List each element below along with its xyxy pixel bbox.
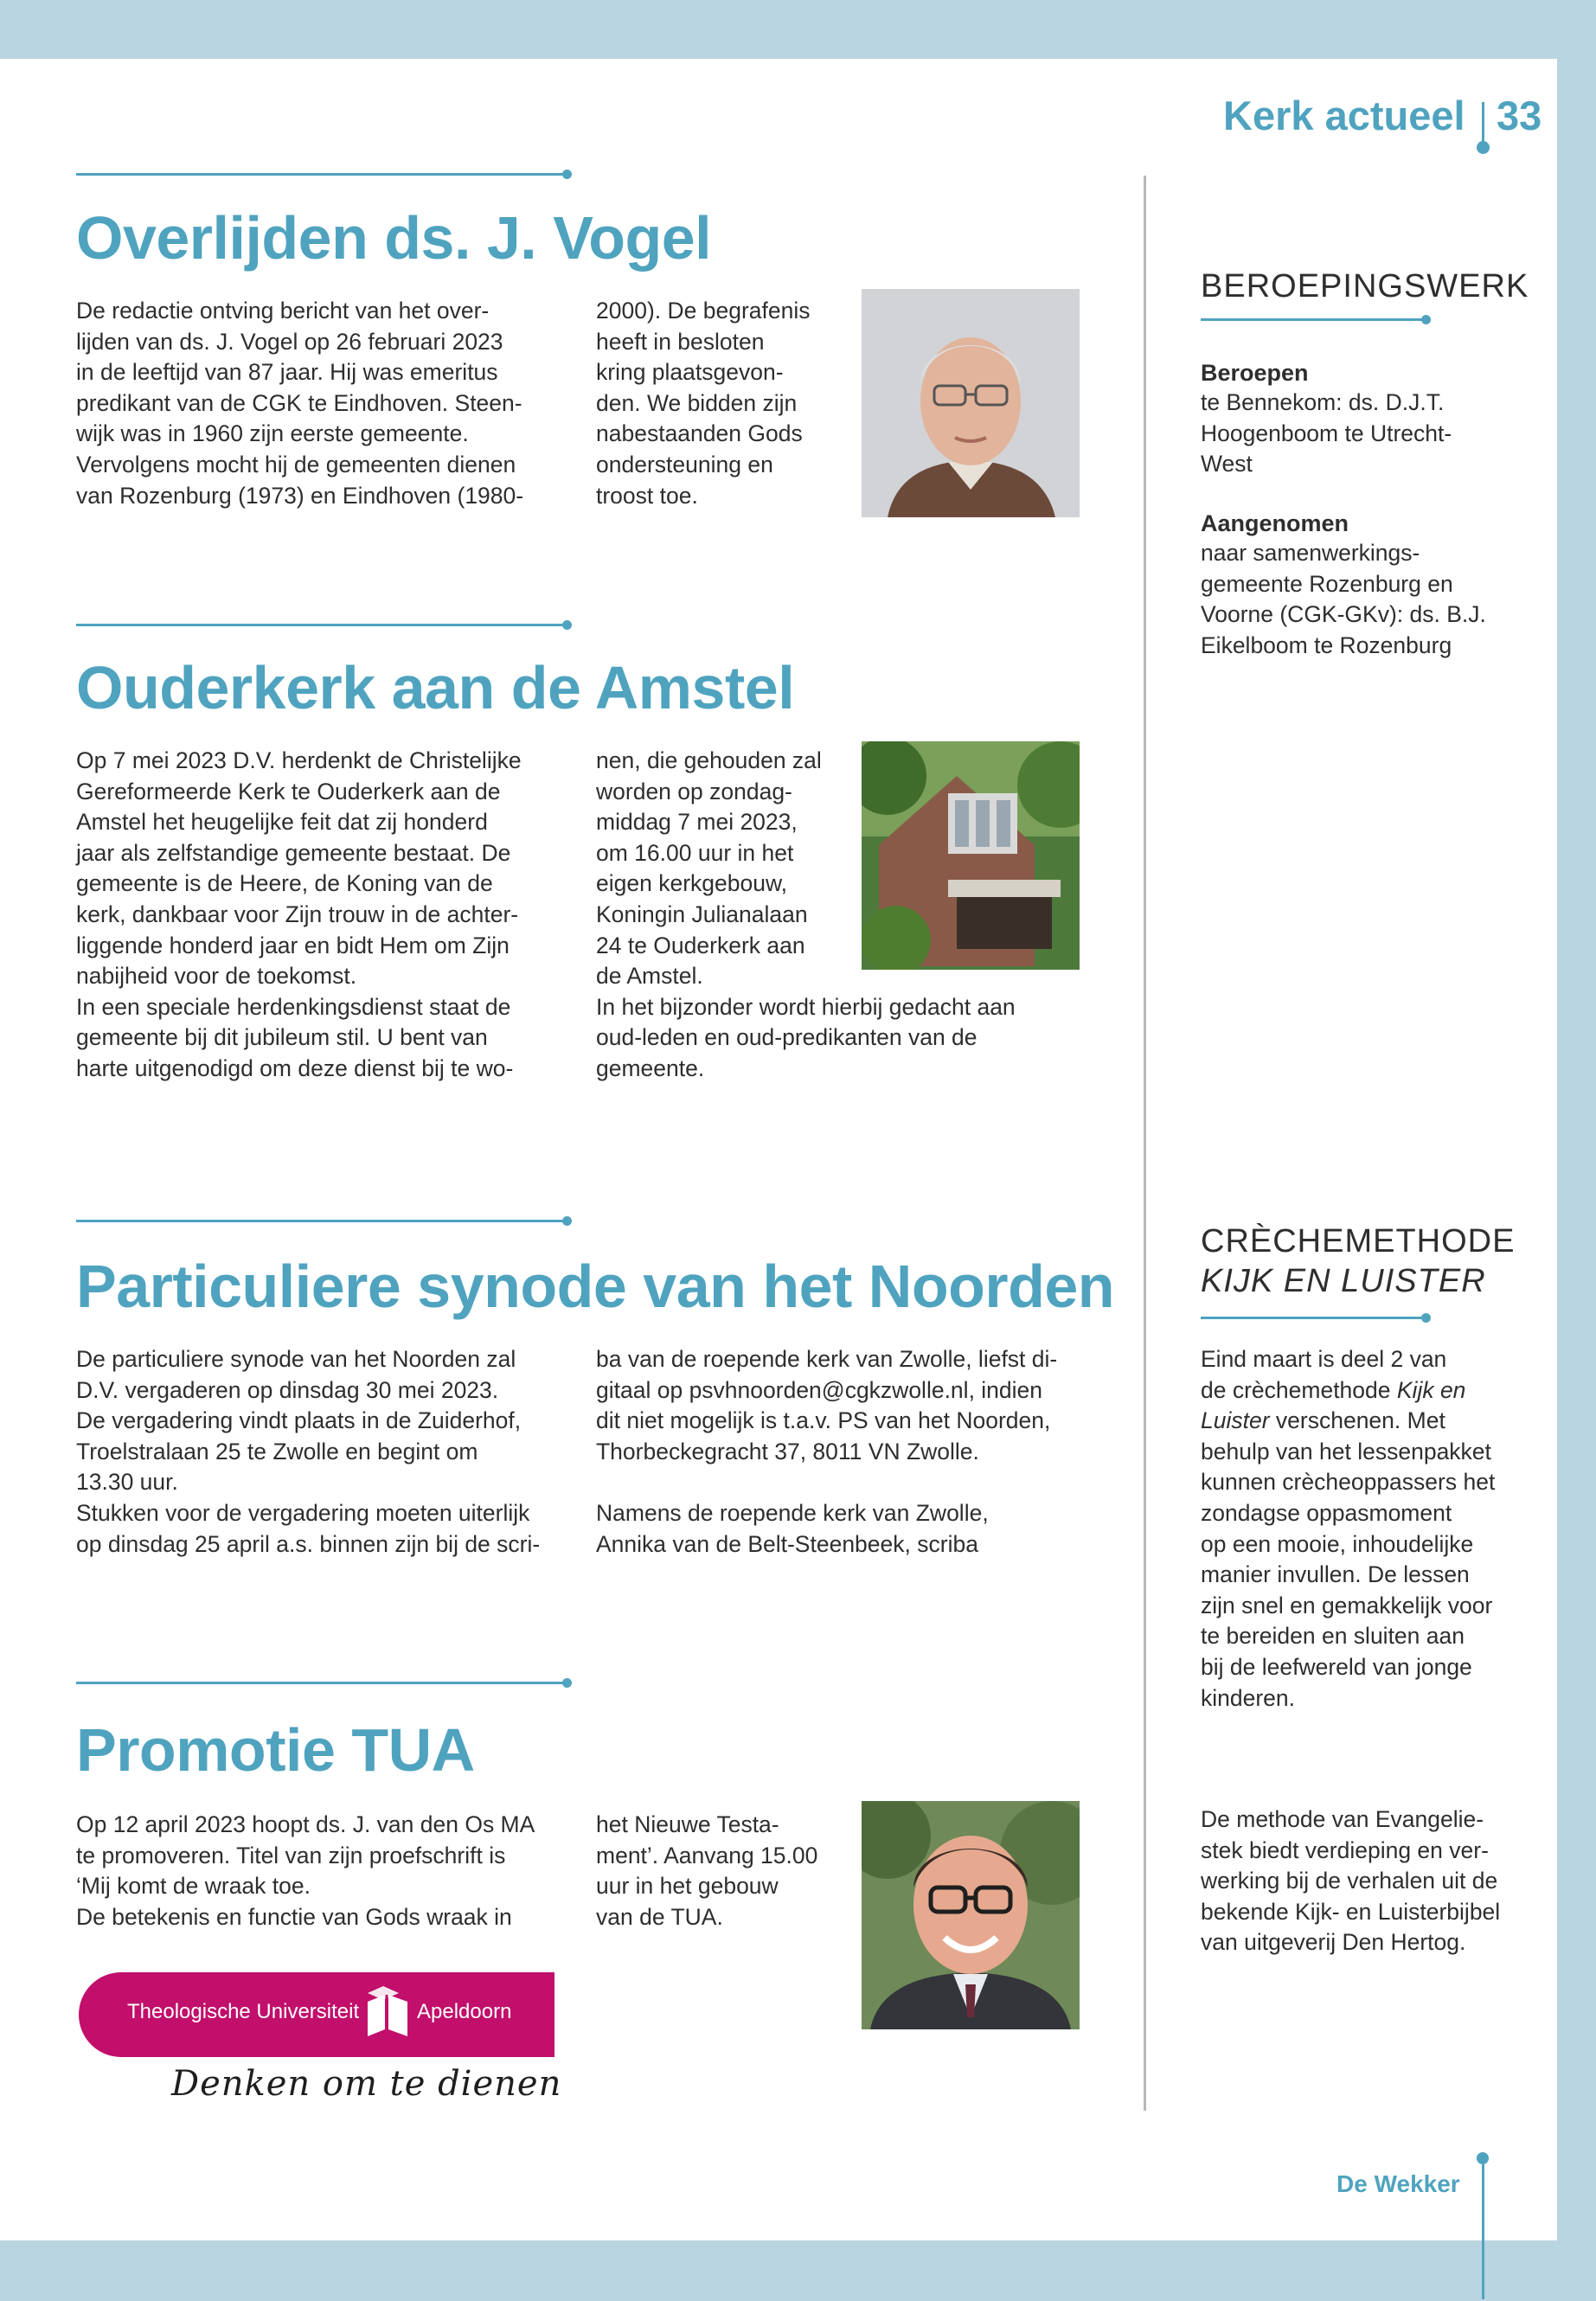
article-title-vogel: Overlijden ds. J. Vogel — [76, 204, 712, 272]
logo-text-left: Theologische Universiteit — [127, 2000, 360, 2023]
article-title-tua: Promotie TUA — [76, 1716, 475, 1784]
logo-slogan: Denken om te dienen — [171, 2064, 562, 2104]
sidebar-text-creche-p1 — [1201, 1344, 1547, 1714]
sidebar-rule-dot — [1421, 1313, 1431, 1323]
creche-p1-a: Eind maart is deel 2 van de crèchemethode — [1201, 1346, 1447, 1403]
email-link[interactable]: psvhnoorden@cgkzwolle.nl — [689, 1376, 969, 1403]
article-body-vogel-col1: De redactie ontving bericht van het over- lijden van ds. J. Vogel op 26 februari 2023 in de leeftijd van 87 jaar. Hij was emeritus predikant van de CGK te Eindhoven. Steen- wijk was in 1960 zijn eerste gemeente. Vervolgens mocht hij de gemeenten dienen van Rozenburg (1973) en Eindhoven (1980- — [76, 298, 524, 509]
article-body-vogel-col2: 2000). De begrafenis heeft in besloten kring plaatsgevon- den. We bidden zijn nabestaanden Gods ondersteuning en troost toe. — [596, 298, 811, 509]
sidebar-rule — [1201, 318, 1424, 321]
article-rule — [76, 173, 565, 176]
page — [0, 59, 1557, 2240]
sidebar-rule-dot — [1421, 315, 1431, 324]
article-body-ouderkerk-col2: nen, die gehouden zal worden op zondag- middag 7 mei 2023, om 16.00 uur in het eigen kerkgebouw, Koningin Julianalaan 24 te Ouderkerk aan de Amstel. In het bijzonder wordt hierbij gedacht aan oud-leden en oud-predikanten van de gemeente. — [596, 747, 1016, 1081]
article-rule — [76, 1220, 565, 1222]
article-rule — [76, 1682, 565, 1684]
article-body-synode-col1: De particuliere synode van het Noorden zal D.V. vergaderen op dinsdag 30 mei 2023. De vergadering vindt plaats in de Zuiderhof, Troelstralaan 25 te Zwolle en begint om 13.30 uur. Stukken voor de vergadering moeten uiterlijk op dinsdag 25 april a.s. binnen zijn bij de scri- — [76, 1346, 541, 1557]
tua-emblem-icon — [361, 1984, 414, 2051]
church-photo-ouderkerk — [862, 741, 1080, 970]
article-rule-dot — [562, 170, 572, 179]
synode-text-line1: ba van de roepende kerk van Zwolle, liefst di- — [596, 1346, 1058, 1372]
portrait-photo-vandenos — [862, 1801, 1080, 2029]
sidebar-label-aangenomen: Aangenomen — [1201, 510, 1349, 536]
logo-text-right: Apeldoorn — [417, 2000, 512, 2023]
creche-p1-italic: Kijk en Luister — [1201, 1376, 1466, 1434]
sidebar-text-aangenomen: naar samenwerkings- gemeente Rozenburg en Voorne (CGK-GKv): ds. B.J. Eikelboom te Rozenburg — [1201, 540, 1486, 658]
article-rule-dot — [562, 1678, 572, 1688]
creche-p1-b: verschenen. Met behulp van het lessenpakket kunnen crècheoppassers het zondagse oppasmoment op een mooie, inhoudelijke manier invullen. De lessen zijn snel en gemakkelijk voor te bereiden en sluiten aan bij de leefwereld van jonge kinderen. — [1201, 1407, 1496, 1711]
tua-logo — [79, 1972, 554, 2057]
header-divider-dot — [1477, 141, 1490, 154]
article-title-synode: Particuliere synode van het Noorden — [76, 1253, 1115, 1320]
page-number: 33 — [1497, 93, 1542, 138]
sidebar-title-creche: CRÈCHEMETHODE — [1201, 1223, 1516, 1259]
footer-brand: De Wekker — [1336, 2170, 1460, 2197]
article-rule-dot — [562, 620, 572, 630]
sidebar-text-creche-p2: De methode van Evangelie- stek biedt verdieping en ver- werking bij de verhalen uit de bekende Kijk- en Luisterbijbel van uitgeverij Den Hertog. — [1201, 1806, 1501, 1956]
sidebar-subtitle-creche: KIJK EN LUISTER — [1201, 1263, 1486, 1299]
synode-text-line2-post: , indien — [968, 1376, 1043, 1403]
footer-divider — [1482, 2157, 1484, 2299]
section-title: Kerk actueel — [1223, 93, 1465, 138]
article-body-tua-col1: Op 12 april 2023 hoopt ds. J. van den Os MA te promoveren. Titel van zijn proefschrift is ‘Mij komt de wraak toe. De betekenis en functie van Gods wraak in — [76, 1811, 535, 1930]
article-body-ouderkerk-col1: Op 7 mei 2023 D.V. herdenkt de Christelijke Gereformeerde Kerk te Ouderkerk aan de Amstel het heugelijke feit dat zij honderd jaar als zelfstandige gemeente bestaat. De gemeente is de Heere, de Koning van de kerk, dankbaar voor Zijn trouw in de achter- liggende honderd jaar en bidt Hem om Zijn nabijheid voor de toekomst. In een speciale herdenkingsdienst staat de gemeente bij dit jubileum stil. U bent van harte uitgenodigd om deze dienst bij te wo- — [76, 747, 522, 1081]
sidebar-label-beroepen: Beroepen — [1201, 360, 1309, 386]
footer-divider-dot — [1477, 2152, 1489, 2164]
article-rule-dot — [562, 1216, 572, 1226]
article-rule — [76, 624, 565, 626]
sidebar-title-beroepingswerk: BEROEPINGSWERK — [1201, 268, 1529, 304]
synode-text-rest: dit niet mogelijk is t.a.v. PS van het Noorden, Thorbeckegracht 37, 8011 VN Zwolle. Namens de roepende kerk van Zwolle, Annika van de Belt-Steenbeek, scriba — [596, 1407, 1051, 1557]
column-divider — [1144, 176, 1146, 2111]
article-title-ouderkerk: Ouderkerk aan de Amstel — [76, 654, 795, 721]
article-body-synode-col2 — [596, 1344, 1150, 1560]
sidebar-text-beroepen: te Bennekom: ds. D.J.T. Hoogenboom te Utrecht- West — [1201, 389, 1452, 478]
sidebar-rule — [1201, 1317, 1424, 1319]
portrait-photo-vogel — [862, 289, 1080, 517]
article-body-tua-col2: het Nieuwe Testa- ment’. Aanvang 15.00 uur in het gebouw van de TUA. — [596, 1811, 818, 1930]
synode-text-line2-pre: gitaal op — [596, 1376, 689, 1403]
